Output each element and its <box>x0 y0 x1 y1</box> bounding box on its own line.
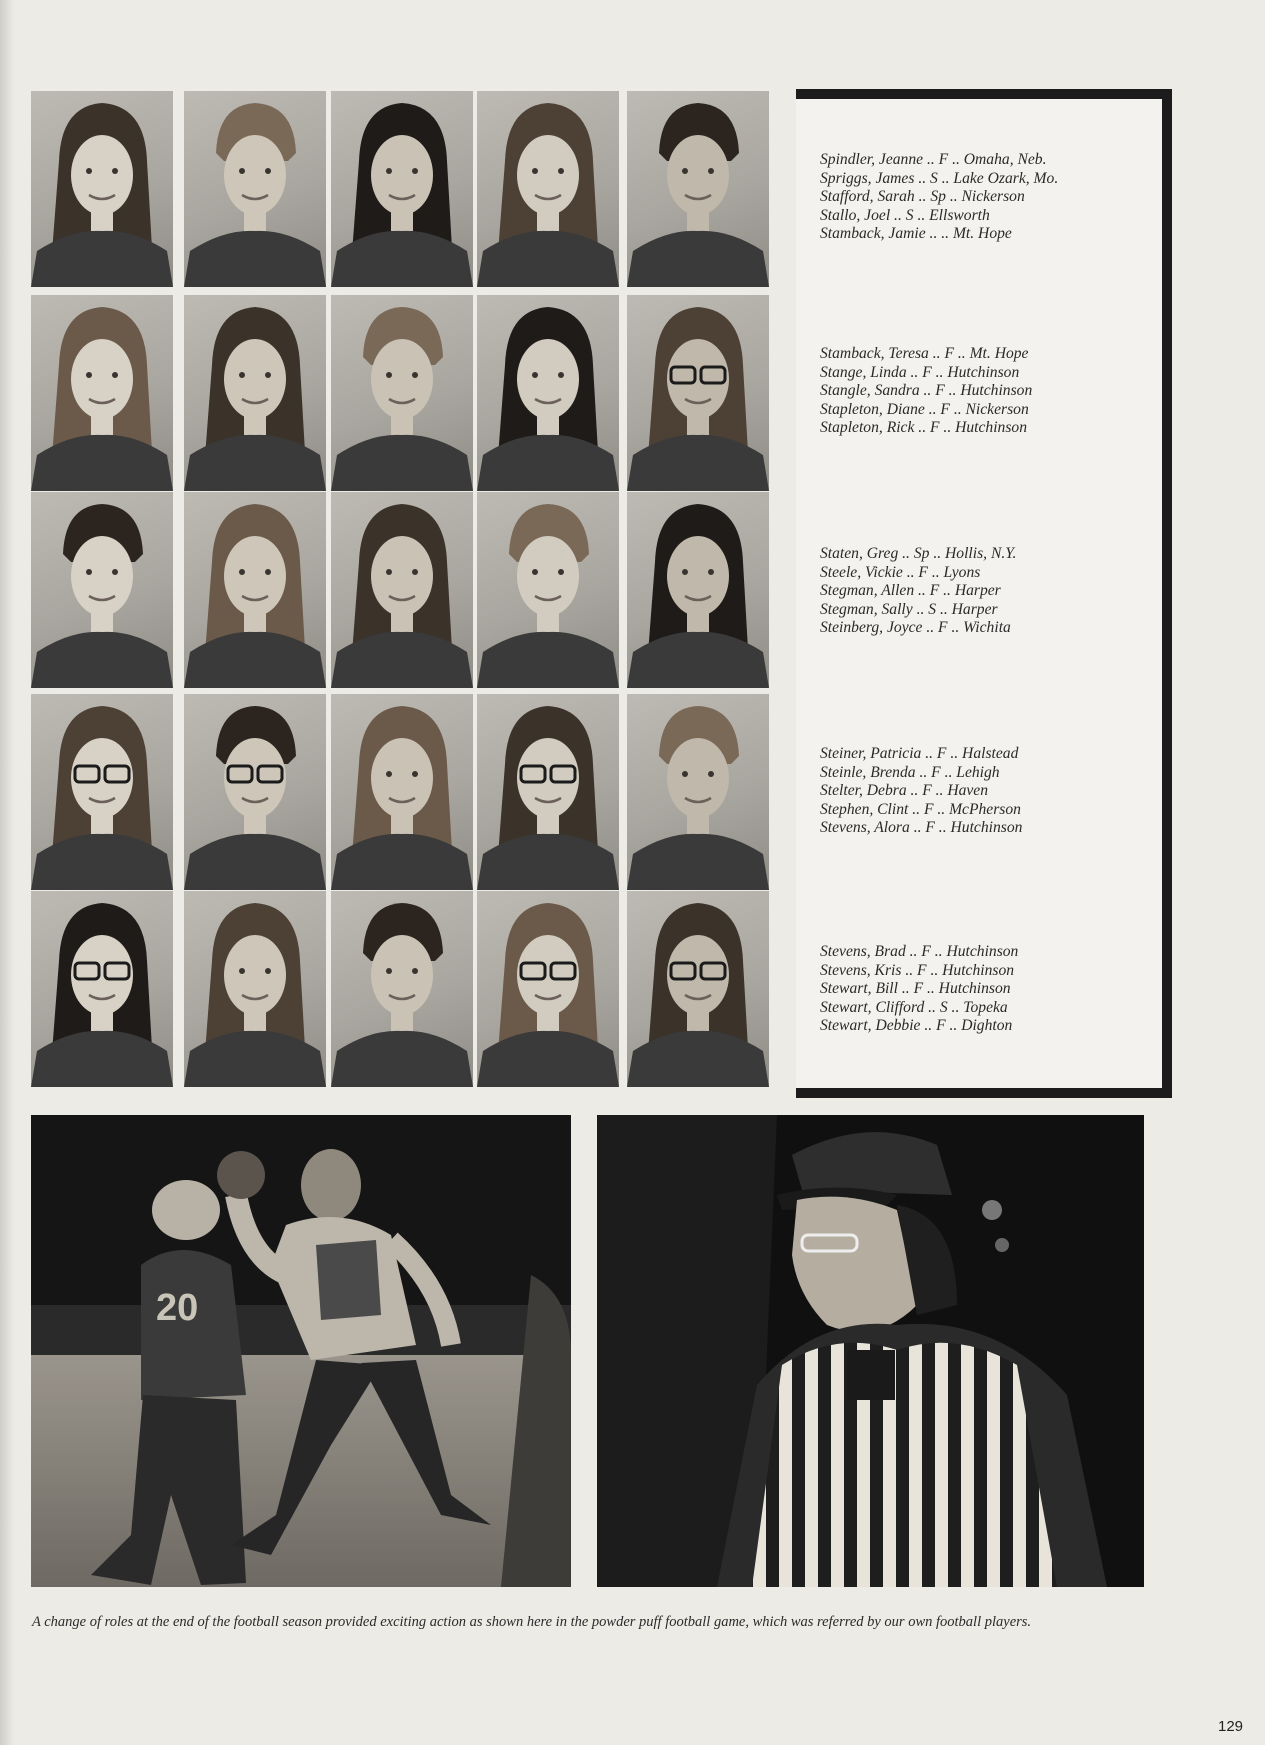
roster-name: Steinle, Brenda .. F .. Lehigh <box>820 763 1000 781</box>
name-group-row-2 <box>820 345 1160 438</box>
student-portrait <box>477 91 619 287</box>
student-portrait <box>184 891 326 1087</box>
student-portrait <box>627 91 769 287</box>
name-group-row-1 <box>820 151 1160 244</box>
roster-name: Stapleton, Rick .. F .. Hutchinson <box>820 419 1028 436</box>
roster-name: Stamback, Jamie .. .. Mt. Hope <box>820 225 1012 242</box>
student-portrait <box>331 492 473 688</box>
roster-name: Stewart, Debbie .. F .. Dighton <box>820 1017 1013 1034</box>
roster-name: Stegman, Sally .. S .. Harper <box>820 600 998 618</box>
student-portrait <box>331 295 473 491</box>
roster-name: Stegman, Allen .. F .. Harper <box>820 582 1001 599</box>
student-portrait <box>627 891 769 1087</box>
roster-name: Steele, Vickie .. F .. Lyons <box>820 563 981 581</box>
name-group-row-5 <box>820 943 1160 1036</box>
names-panel <box>796 89 1172 1098</box>
student-portrait <box>477 694 619 890</box>
student-portrait <box>627 295 769 491</box>
roster-name: Stange, Linda .. F .. Hutchinson <box>820 363 1020 381</box>
jersey-number: 20 <box>156 1287 199 1329</box>
student-portrait <box>184 91 326 287</box>
student-portrait <box>331 891 473 1087</box>
name-group-row-4 <box>820 745 1160 838</box>
student-portrait <box>184 492 326 688</box>
student-portrait <box>477 492 619 688</box>
roster-name: Steinberg, Joyce .. F .. Wichita <box>820 619 1011 636</box>
roster-name: Stevens, Alora .. F .. Hutchinson <box>820 819 1023 836</box>
student-portrait <box>627 492 769 688</box>
roster-name: Staten, Greg .. Sp .. Hollis, N.Y. <box>820 545 1017 562</box>
student-portrait <box>184 295 326 491</box>
powder-puff-game-photo <box>31 1115 571 1587</box>
name-group-row-3 <box>820 545 1160 638</box>
page-number: 129 <box>1218 1718 1244 1735</box>
student-portrait <box>31 91 173 287</box>
roster-name: Stafford, Sarah .. Sp .. Nickerson <box>820 188 1025 205</box>
roster-name: Spriggs, James .. S .. Lake Ozark, Mo. <box>820 169 1059 187</box>
student-portrait <box>477 891 619 1087</box>
roster-name: Stevens, Kris .. F .. Hutchinson <box>820 961 1015 979</box>
referee-photo <box>597 1115 1144 1587</box>
student-portrait <box>184 694 326 890</box>
roster-name: Stephen, Clint .. F .. McPherson <box>820 800 1021 818</box>
roster-name: Steiner, Patricia .. F .. Halstead <box>820 745 1019 762</box>
student-portrait <box>31 694 173 890</box>
roster-name: Stamback, Teresa .. F .. Mt. Hope <box>820 345 1029 362</box>
page-gutter-shadow <box>0 0 14 1745</box>
student-portrait <box>31 295 173 491</box>
roster-name: Stelter, Debra .. F .. Haven <box>820 782 989 799</box>
roster-name: Spindler, Jeanne .. F .. Omaha, Neb. <box>820 151 1047 168</box>
photo-caption: A change of roles at the end of the football season provided exciting action as shown here in the powder puff football game, which was referred by our own football players. <box>32 1614 1032 1630</box>
student-portrait <box>31 492 173 688</box>
student-portrait <box>331 91 473 287</box>
student-portrait <box>331 694 473 890</box>
roster-name: Stapleton, Diane .. F .. Nickerson <box>820 400 1029 418</box>
roster-name: Stewart, Bill .. F .. Hutchinson <box>820 980 1011 997</box>
roster-name: Stevens, Brad .. F .. Hutchinson <box>820 943 1019 960</box>
roster-name: Stallo, Joel .. S .. Ellsworth <box>820 206 990 224</box>
student-portrait <box>627 694 769 890</box>
student-portrait <box>477 295 619 491</box>
roster-name: Stewart, Clifford .. S .. Topeka <box>820 998 1008 1016</box>
roster-name: Stangle, Sandra .. F .. Hutchinson <box>820 382 1033 399</box>
student-portrait <box>31 891 173 1087</box>
